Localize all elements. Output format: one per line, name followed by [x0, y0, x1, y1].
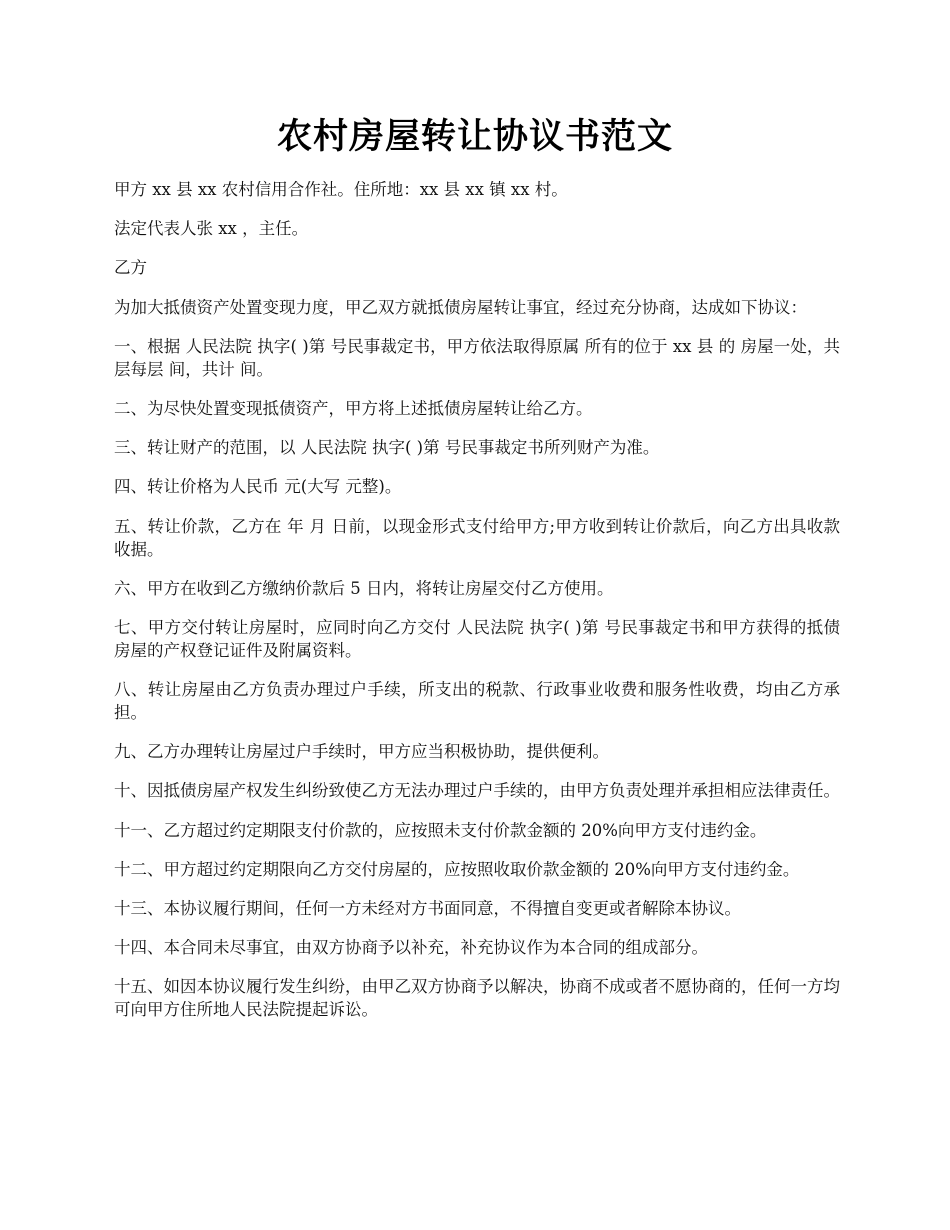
document-title: 农村房屋转让协议书范文: [276, 116, 673, 157]
clause-6: 六、甲方在收到乙方缴纳价款后 5 日内，将转让房屋交付乙方使用。: [114, 578, 614, 598]
clause-3: 三、转让财产的范围，以 人民法院 执字( )第 号民事裁定书所列财产为准。: [114, 438, 660, 458]
clause-5: 五、转让价款，乙方在 年 月 日前，以现金形式支付给甲方;甲方收到转让价款后，向乙方出具收款收据。: [114, 516, 840, 559]
document-body: [114, 178, 840, 1038]
party-b-paragraph: 乙方: [114, 258, 147, 278]
party-a-paragraph: 甲方 xx 县 xx 农村信用合作社。住所地：xx 县 xx 镇 xx 村。: [114, 180, 568, 199]
clause-14: 十四、本合同未尽事宜，由双方协商予以补充，补充协议作为本合同的组成部分。: [114, 938, 708, 958]
clause-12: 十二、甲方超过约定期限向乙方交付房屋的，应按照收取价款金额的 20%向甲方支付违约金。: [114, 859, 800, 879]
clause-11: 十一、乙方超过约定期限支付价款的，应按照未支付价款金额的 20%向甲方支付违约金。: [114, 820, 767, 840]
clause-4: 四、转让价格为人民币 元(大写 元整)。: [114, 477, 402, 497]
clause-7: 七、甲方交付转让房屋时，应同时向乙方交付 人民法院 执字( )第 号民事裁定书和甲方获得的抵债房屋的产权登记证件及附属资料。: [114, 617, 840, 660]
legal-representative-paragraph: 法定代表人张 xx ，主任。: [114, 219, 309, 239]
clause-1: 一、根据 人民法院 执字( )第 号民事裁定书，甲方依法取得原属 所有的位于 xx 县 的 房屋一处，共 层每层 间，共计 间。: [114, 336, 840, 379]
preamble-paragraph: 为加大抵债资产处置变现力度，甲乙双方就抵债房屋转让事宜，经过充分协商，达成如下协议：: [114, 297, 807, 317]
clause-9: 九、乙方办理转让房屋过户手续时，甲方应当积极协助，提供便利。: [114, 742, 609, 762]
clause-8: 八、转让房屋由乙方负责办理过户手续，所支出的税款、行政事业收费和服务性收费，均由乙方承担。: [114, 680, 840, 723]
clause-10: 十、因抵债房屋产权发生纠纷致使乙方无法办理过户手续的，由甲方负责处理并承担相应法律责任。: [114, 781, 840, 801]
clause-13: 十三、本协议履行期间，任何一方未经对方书面同意，不得擅自变更或者解除本协议。: [114, 899, 741, 918]
clause-15: 十五、如因本协议履行发生纠纷，由甲乙双方协商予以解决，协商不成或者不愿协商的，任何一方均可向甲方住所地人民法院提起诉讼。: [114, 977, 840, 1020]
clause-2: 二、为尽快处置变现抵债资产，甲方将上述抵债房屋转让给乙方。: [114, 398, 593, 418]
